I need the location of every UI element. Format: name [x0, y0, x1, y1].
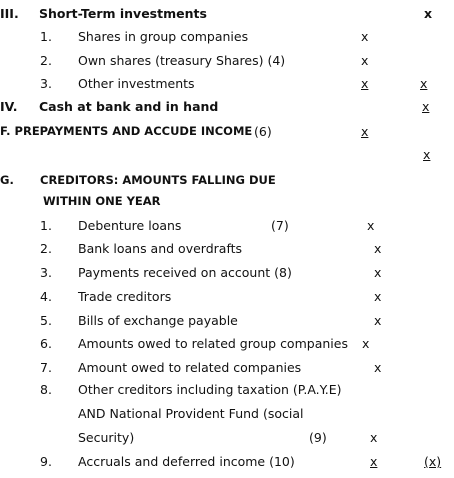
g-item-4-number: 4.	[40, 289, 52, 304]
g-item-7-mark: x	[374, 360, 382, 375]
g-item-6-mark: x	[362, 336, 370, 351]
g-item-5-mark: x	[374, 313, 382, 328]
iii-item-2-number: 2.	[40, 53, 52, 68]
section-iii-numeral: III.	[0, 6, 19, 21]
g-item-1-note: (7)	[271, 218, 289, 233]
iii-item-3-label: Other investments	[78, 76, 195, 91]
g-item-7-label: Amount owed to related companies	[78, 360, 302, 375]
g-item-1-label: Debenture loans	[78, 218, 182, 233]
iii-item-2-label: Own shares (treasury Shares) (4)	[78, 53, 286, 68]
iii-item-1-label: Shares in group companies	[78, 29, 249, 44]
g-item-2-number: 2.	[40, 241, 52, 256]
g-item-8-label-line2: AND National Provident Fund (social	[78, 406, 304, 421]
g-item-2-label: Bank loans and overdrafts	[78, 241, 243, 256]
section-f-title: F. PREPAYMENTS AND ACCUDE INCOME	[0, 124, 253, 138]
g-total-mark: (x)	[424, 454, 442, 469]
g-item-6-number: 6.	[40, 336, 52, 351]
g-item-9-number: 9.	[40, 454, 52, 469]
section-iv-numeral: IV.	[0, 99, 18, 114]
g-item-5-label: Bills of exchange payable	[78, 313, 238, 328]
iii-item-2-mark: x	[361, 53, 369, 68]
g-item-3-number: 3.	[40, 265, 52, 280]
iii-total-mark: x	[420, 76, 428, 91]
g-item-3-label: Payments received on account (8)	[78, 265, 292, 280]
g-item-2-mark: x	[374, 241, 382, 256]
g-item-8-label-line3: Security)	[78, 430, 135, 445]
section-iv-title: Cash at bank and in hand	[39, 99, 219, 114]
g-item-1-mark: x	[367, 218, 375, 233]
section-g-letter: G.	[0, 173, 14, 187]
g-item-4-mark: x	[374, 289, 382, 304]
section-iii-total-mark: x	[424, 6, 433, 21]
g-item-3-mark: x	[374, 265, 382, 280]
g-item-4-label: Trade creditors	[78, 289, 172, 304]
g-item-7-number: 7.	[40, 360, 52, 375]
iii-item-1-number: 1.	[40, 29, 52, 44]
g-item-8-number: 8.	[40, 382, 52, 397]
g-item-8-note: (9)	[309, 430, 327, 445]
section-g-title-line1: CREDITORS: AMOUNTS FALLING DUE	[40, 173, 276, 187]
g-item-1-number: 1.	[40, 218, 52, 233]
section-g-title-line2: WITHIN ONE YEAR	[43, 194, 161, 208]
section-iv-total-mark: x	[422, 99, 430, 114]
g-item-9-mark: x	[370, 454, 378, 469]
section-f-mark: x	[361, 124, 369, 139]
iii-item-3-mark: x	[361, 76, 369, 91]
iii-item-3-number: 3.	[40, 76, 52, 91]
section-f-total-mark: x	[423, 147, 431, 162]
section-iii-title: Short-Term investments	[39, 6, 207, 21]
g-item-8-mark: x	[370, 430, 378, 445]
iii-item-1-mark: x	[361, 29, 369, 44]
g-item-9-label: Accruals and deferred income (10)	[78, 454, 295, 469]
section-f-note: (6)	[254, 124, 272, 139]
g-item-8-label-line1: Other creditors including taxation (P.A.Y.E)	[78, 382, 342, 397]
g-item-6-label: Amounts owed to related group companies	[78, 336, 348, 351]
g-item-5-number: 5.	[40, 313, 52, 328]
